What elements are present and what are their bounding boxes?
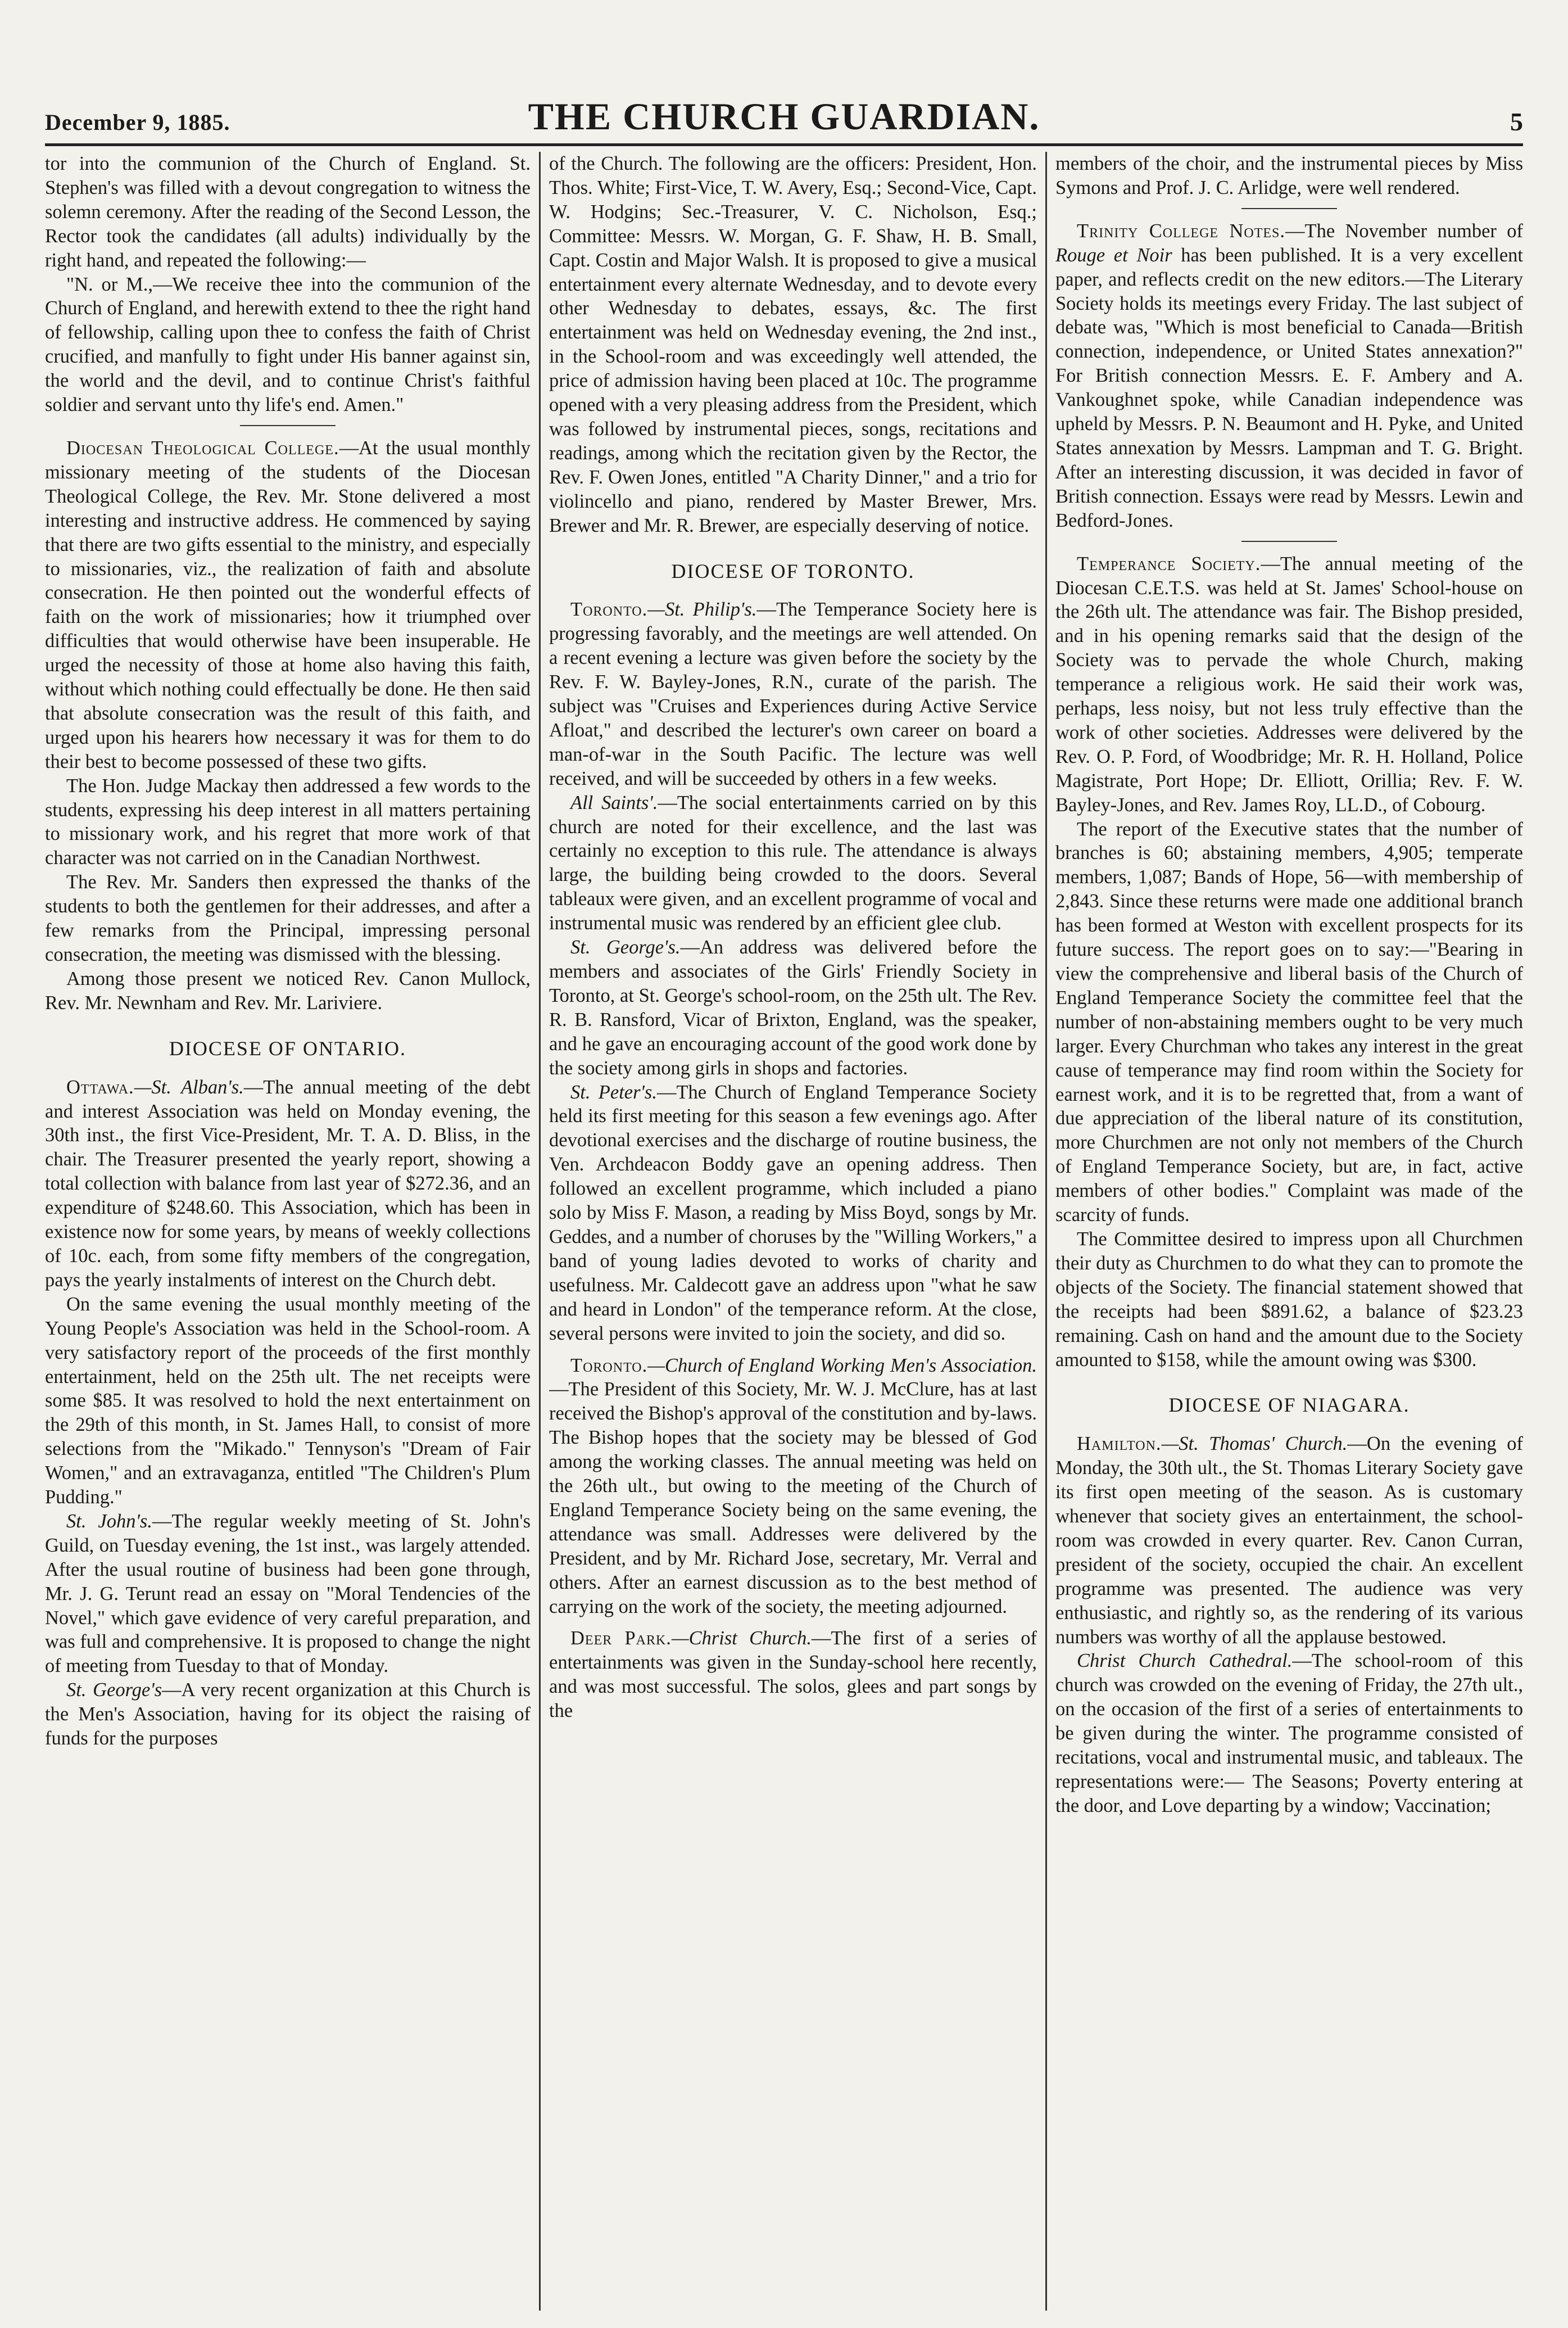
paragraph-gap xyxy=(549,1619,1037,1626)
article-paragraph xyxy=(45,1075,531,1292)
parish-lead: St. George's. xyxy=(570,937,681,959)
article-paragraph: Among those present we noticed Rev. Canon Mullock, Rev. Mr. Newnham and Rev. Mr. Lariviere. xyxy=(45,968,531,1014)
place-lead: Ottawa. xyxy=(66,1076,134,1098)
separator-rule xyxy=(1241,541,1337,542)
separator-rule xyxy=(1241,208,1337,209)
paragraph-text: —The social entertainments carried on by this church are noted for their excellence, and the last was certainly no exception to this rule. The attendance is always large, the building being crowded to the doors. Several tableaux were given, and an excellent programme of vocal and instrumental music was rendered by an efficient glee club. xyxy=(549,792,1037,934)
parish-lead: St. George's xyxy=(66,1679,162,1701)
parish-lead: —St. Philip's. xyxy=(647,599,757,621)
section-heading: DIOCESE OF ONTARIO. xyxy=(169,1037,407,1060)
parish-lead: —Christ Church. xyxy=(671,1628,812,1649)
article-paragraph xyxy=(549,791,1037,935)
article-paragraph xyxy=(45,436,531,774)
parish-lead: —Church of England Working Men's Association. xyxy=(647,1354,1037,1376)
article-paragraph: On the same evening the usual monthly meeting of the Young People's Association was held in the School-room. A very satisfactory report of the proceeds of the first monthly entertainment, held on the 25th ult. The net receipts were some $85. It was resolved to hold the next entertainment on the 29th of this month, in St. James Hall, to consist of more selections from the "Mikado." Tennyson's "Dream of Fair Women," and an extravaganza, entitled "The Children's Plum Pudding." xyxy=(45,1293,531,1508)
page-number: 5 xyxy=(1510,107,1523,136)
article-paragraph xyxy=(45,1678,531,1751)
parish-lead: St. Peter's. xyxy=(570,1081,657,1103)
paragraph-text: —The annual meeting of the Diocesan C.E.T.S. was held at St. James' School-house on the 26th ult. The attendance was fair. The Bishop presided, and in his opening remarks said that the design of the Society was to pervade the whole Church, making temperance a religious work. He said their work was, perhaps, less noisy, but not less truly effective than the work of other societies. Addresses were delivered by the Rev. O. P. Ford, of Woodbridge; Mr. R. H. Holland, Police Magistrate, Port Hope; Dr. Elliott, Orillia; Rev. F. W. Bayley-Jones, and Rev. James Roy, LL.D., of Cobourg. xyxy=(1055,553,1523,816)
masthead xyxy=(45,82,1523,146)
paragraph-text: —A very recent organization at this Church is the Men's Association, having for its object the raising of funds for the purposes xyxy=(45,1679,531,1750)
publication-title: Rouge et Noir xyxy=(1055,244,1172,266)
article-paragraph xyxy=(1055,219,1523,533)
article-paragraph xyxy=(549,598,1037,790)
place-lead: Hamilton. xyxy=(1077,1433,1162,1455)
article-paragraph xyxy=(1055,1432,1523,1649)
newspaper-title: THE CHURCH GUARDIAN. xyxy=(528,95,1040,138)
article-paragraph xyxy=(549,1626,1037,1723)
paragraph-text: —The Church of England Temperance Society held its first meeting for this season a few evenings ago. After devotional exercises and the discharge of routine business, the Ven. Archdeacon Boddy gave an opening address. Then followed an excellent programme, which included a piano solo by Miss F. Mason, a reading by Miss Boyd, songs by Mr. Geddes, and a number of choruses by the "Willing Workers," a band of young ladies devoted to works of charity and usefulness. Mr. Caldecott gave an address upon "what he saw and heard in London" of the temperance reform. At the close, several persons were invited to join the society, and did so. xyxy=(549,1081,1037,1344)
section-heading: DIOCESE OF NIAGARA. xyxy=(1168,1394,1410,1417)
article-paragraph: The Rev. Mr. Sanders then expressed the thanks of the students to both the gentlemen for their addresses, and after a few remarks from the Principal, impressing personal consecration, the meeting was dismissed with the blessing. xyxy=(45,871,531,965)
issue-date: December 9, 1885. xyxy=(45,110,230,135)
paragraph-text: —On the evening of Monday, the 30th ult., the St. Thomas Literary Society gave its first open meeting of the season. As is customary whenever that society gives an entertainment, the school-room was crowded in every quarter. Rev. Canon Curran, president of the society, occupied the chair. An excellent programme was presented. The audience was very enthusiastic, and rightly so, as the rendering of its various numbers was worthy of all the applause bestowed. xyxy=(1055,1433,1523,1648)
section-lead: Diocesan Theological College. xyxy=(66,437,339,459)
section-lead: Trinity College Notes. xyxy=(1077,220,1285,242)
place-lead: Toronto. xyxy=(570,599,648,621)
paragraph-text: —The first of a series of entertainments was given in the Sunday-school here recently, and was most successful. The solos, glees and part songs by the xyxy=(549,1628,1037,1722)
article-paragraph: members of the choir, and the instrumental pieces by Miss Symons and Prof. J. C. Arlidge, were well rendered. xyxy=(1055,153,1523,198)
article-paragraph: The report of the Executive states that the number of branches is 60; abstaining members, 4,905; temperate members, 1,087; Bands of Hope, 56—with membership of 2,843. Since these returns were made one additional branch has been formed at Weston with excellent prospects for its future success. The report goes on to say:—"Bearing in view the comprehensive and liberal basis of the Church of England Temperance Society the committee feel that the number of non-abstaining members ought to be very much larger. Every Churchman who takes any interest in the great cause of temperance may find room within the Society for earnest work, and it is to be regretted that, from a want of due appreciation of the liberal nature of its constitution, more Churchmen are not only not members of the Church of England Temperance Society, but are, in fact, active members of other bodies." Complaint was made of the scarcity of funds. xyxy=(1055,818,1523,1226)
paragraph-text: —The regular weekly meeting of St. John's Guild, on Tuesday evening, the 1st inst., was largely attended. After the usual routine of business had been gone through, Mr. J. G. Terunt read an essay on "Moral Tendencies of the Novel," which gave evidence of very careful preparation, and was full and comprehensive. It is proposed to change the night of meeting from Tuesday to that of Monday. xyxy=(45,1510,531,1677)
paragraph-text: —The annual meeting of the debt and interest Association was held on Monday evening, the 30th inst., the first Vice-President, Mr. T. A. D. Bliss, in the chair. The Treasurer presented the yearly report, showing a total collection with balance from last year of $272.36, and an expenditure of $248.60. This Association, which has been in existence now for some years, by means of weekly collections of 10c. each, from some fifty members of the congregation, pays the yearly instalments of interest on the Church debt. xyxy=(45,1076,531,1291)
article-paragraph xyxy=(1055,552,1523,817)
place-lead: Toronto. xyxy=(570,1354,648,1376)
paragraph-gap xyxy=(549,1346,1037,1354)
article-paragraph: The Committee desired to impress upon all Churchmen their duty as Churchmen to do what they can to promote the objects of the Society. The financial statement showed that the receipts had been $891.62, a balance of $23.23 remaining. Cash on hand and the amount due to the Society amounted to $158, while the amount owing was $300. xyxy=(1055,1228,1523,1371)
paragraph-text: —The Temperance Society here is progressing favorably, and the meetings are well attended. On a recent evening a lecture was given before the society by the Rev. F. W. Bayley-Jones, R.N., curate of the parish. The subject was "Cruises and Experiences during Active Service Afloat," and described the lecturer's own career on board a man-of-war in the South Pacific. The lecture was well received, and will be succeeded by others in a few weeks. xyxy=(549,599,1037,789)
paragraph-text: —The school-room of this church was crowded on the evening of Friday, the 27th ult., on the occasion of the first of a series of entertainments to be given during the winter. The programme consisted of recitations, vocal and instrumental music, and tableaux. The representations were:— The Seasons; Poverty entering at the door, and Love departing by a window; Vaccination; xyxy=(1055,1650,1523,1816)
article-paragraph: tor into the communion of the Church of England. St. Stephen's was filled with a devout congregation to witness the solemn ceremony. After the reading of the Second Lesson, the Rector took the candidates (all adults) individually by the right hand, and repeated the following:— xyxy=(45,153,531,271)
parish-lead: St. John's. xyxy=(66,1510,152,1532)
column-1 xyxy=(45,152,531,2311)
paragraph-text: —The President of this Society, Mr. W. J. McClure, has at last received the Bishop's approval of the constitution and by-laws. The Bishop hopes that the society may be blessed of God among the working classes. The annual meeting was held on the 26th ult., but owing to the meeting of the Church of England Temperance Society being on the same evening, the attendance was small. Addresses were delivered by the President, and by Mr. Richard Jose, secretary, Mr. Verral and others. After an earnest discussion as to the best method of carrying on the work of the society, the meeting adjourned. xyxy=(549,1378,1037,1617)
article-paragraph xyxy=(549,935,1037,1080)
parish-lead: All Saints'. xyxy=(570,792,658,813)
article-paragraph xyxy=(1055,1649,1523,1818)
paragraph-text: —The November number of xyxy=(1285,220,1523,242)
column-3 xyxy=(1055,152,1523,2311)
paragraph-text: —At the usual monthly missionary meeting of the students of the Diocesan Theological College, the Rev. Mr. Stone delivered a most interesting and instructive address. He commenced by saying that there are two gifts essential to the ministry, and especially to missionaries, viz., the realization of faith and absolute consecration. He then pointed out the wonderful effects of faith on the work of missionaries; how it triumphed over difficulties that would otherwise have been insuperable. He urged the necessity of those at home also having this faith, without which nothing could effectually be done. He then said that absolute consecration was the result of this faith, and urged upon his hearers how necessary it was for them to do their best to become possessed of these two gifts. xyxy=(45,437,531,772)
reception-formula: "N. or M.,—We receive thee into the communion of the Church of England, and herewith extend to thee the right hand of fellowship, calling upon thee to confess the faith of Christ crucified, and manfully to fight under His banner against sin, the world and the devil, and to continue Christ's faithful soldier and servant unto thy life's end. Amen." xyxy=(45,273,531,416)
section-lead: Temperance Society. xyxy=(1077,553,1261,575)
paragraph-text: —An address was delivered before the members and associates of the Girls' Friendly Society in Toronto, at St. George's school-room, on the 25th ult. The Rev. R. B. Ransford, Vicar of Brixton, England, was the speaker, and he gave an encouraging account of the good work done by the society among girls in shops and factories. xyxy=(549,937,1037,1079)
place-lead: Deer Park. xyxy=(570,1628,672,1649)
paragraph-text: has been published. It is a very excellent paper, and reflects credit on the new editors.—The Literary Society holds its meetings every Friday. The last subject of debate was, "Which is most beneficial to Canada—British connection, independence, or United States annexation?" For British connection Messrs. E. F. Ambery and A. Vankoughnet spoke, while Canadian independence was upheld by Messrs. P. N. Beaumont and H. Pyke, and United States annexation by Messrs. Lampman and T. G. Bright. After an interesting discussion, it was decided in favor of British connection. Essays were read by Messrs. Lewin and Bedford-Jones. xyxy=(1055,244,1523,531)
column-rule-right xyxy=(1045,152,1047,2311)
column-rule-left xyxy=(539,152,541,2311)
section-heading: DIOCESE OF TORONTO. xyxy=(671,559,915,582)
parish-lead: —St. Alban's. xyxy=(134,1076,244,1098)
article-paragraph: of the Church. The following are the officers: President, Hon. Thos. White; First-Vice, T. W. Avery, Esq.; Second-Vice, Capt. W. Hodgins; Sec.-Treasurer, V. C. Nicholson, Esq.; Committee: Messrs. W. Morgan, G. F. Shaw, H. B. Small, Capt. Costin and Major Walsh. It is proposed to give a musical entertainment every alternate Wednesday, and to devote every other Wednesday to debates, essays, &c. The first entertainment was held on Wednesday evening, the 2nd inst., in the School-room and was exceedingly well attended, the price of admission having been placed at 10c. The programme opened with a very pleasing address from the President, which was followed by instrumental pieces, songs, recitations and readings, among which the recitation given by the Rector, the Rev. F. Owen Jones, entitled "A Charity Dinner," and a trio for violincello and piano, rendered by Master Brewer, Mrs. Brewer and Mr. R. Brewer, are especially deserving of notice. xyxy=(549,153,1037,536)
article-paragraph: The Hon. Judge Mackay then addressed a few words to the students, expressing his deep interest in all matters pertaining to missionary work, and his regret that more work of that character was not carried on in the Canadian Northwest. xyxy=(45,775,531,869)
parish-lead: Christ Church Cathedral. xyxy=(1077,1650,1293,1672)
column-2 xyxy=(549,152,1037,2311)
article-paragraph xyxy=(549,1354,1037,1619)
parish-lead: —St. Thomas' Church. xyxy=(1161,1433,1348,1455)
article-paragraph xyxy=(549,1081,1037,1346)
article-paragraph xyxy=(45,1509,531,1678)
separator-rule xyxy=(240,425,336,426)
